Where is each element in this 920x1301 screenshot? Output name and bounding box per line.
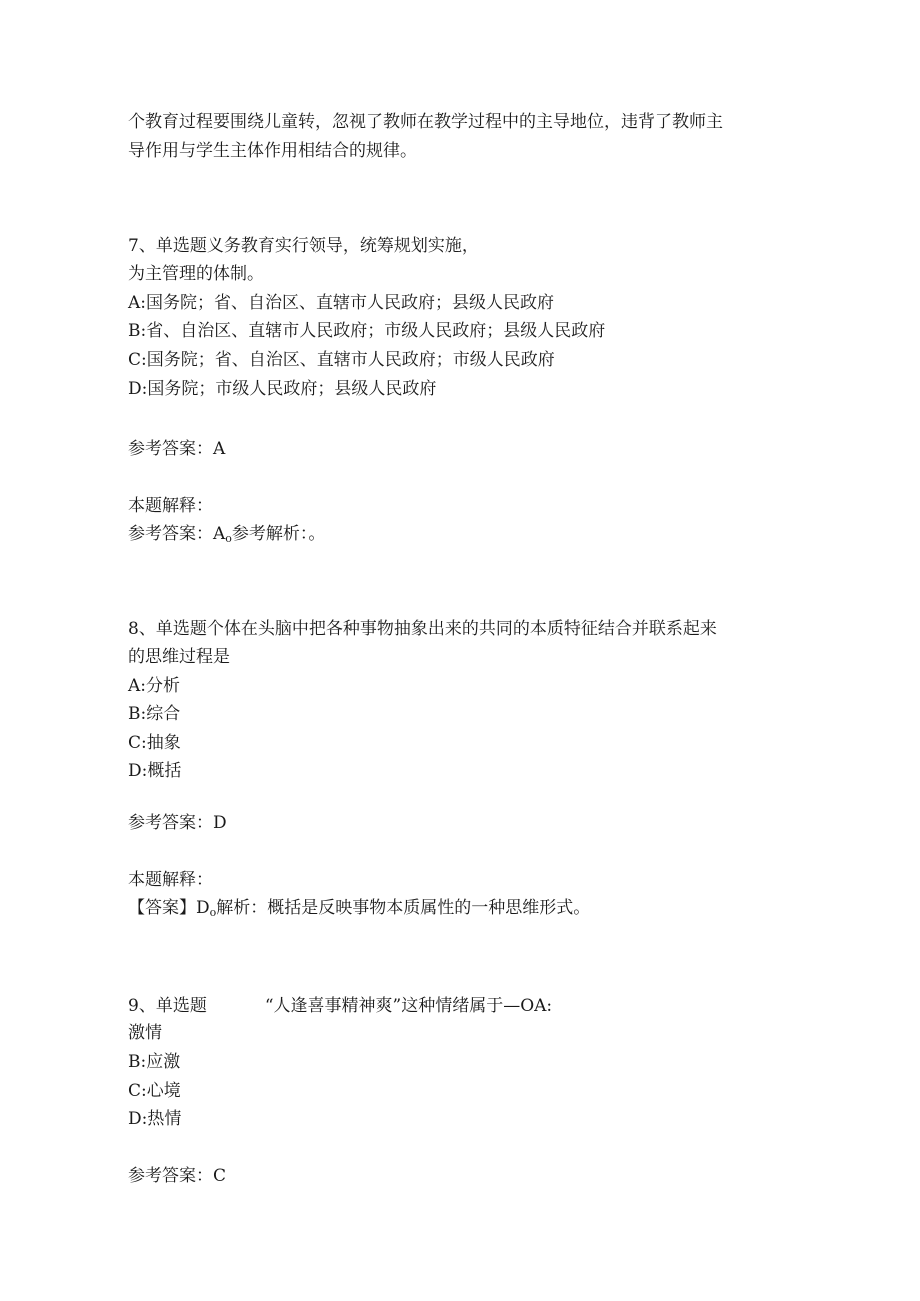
q7-explain-text — [128, 522, 325, 546]
q8-stem-line-1: 8、单选题个体在头脑中把各种事物抽象出来的共同的本质特征结合并联系起来 — [128, 619, 717, 639]
q7-option-b: B:省、自治区、直辖市人民政府；市级人民政府；县级人民政府 — [128, 321, 606, 341]
q7-explain-subscript: o — [225, 532, 232, 545]
q7-explain-rest: 参考解析：。 — [231, 524, 326, 544]
q7-option-a: A:国务院；省、自治区、直辖市人民政府；县级人民政府 — [128, 293, 555, 313]
q7-explain-prefix: 参考答案：A — [128, 524, 226, 544]
q8-explain-rest: 解析：概括是反映事物本质属性的一种思维形式。 — [216, 898, 591, 918]
q8-option-c: C:抽象 — [128, 733, 181, 753]
q9-stem-line-1 — [128, 994, 552, 1018]
q8-explain-subscript: o — [209, 906, 217, 919]
q7-answer: 参考答案：A — [128, 439, 226, 459]
prev-explanation-line-1: 个教育过程要围绕儿童转，忽视了教师在教学过程中的主导地位，违背了教师主 — [128, 112, 723, 132]
q9-option-d: D:热情 — [128, 1109, 182, 1129]
q7-stem-line-1: 7、单选题义务教育实行领导，统筹规划实施， — [128, 236, 479, 256]
q7-stem-line-2: 为主管理的体制。 — [128, 264, 264, 284]
q8-option-a: A:分析 — [128, 676, 181, 696]
q7-explain-title: 本题解释： — [128, 496, 213, 516]
q8-explain-title: 本题解释： — [128, 870, 213, 890]
q9-answer: 参考答案：C — [128, 1166, 227, 1186]
q9-option-b: B:应激 — [128, 1052, 181, 1072]
q7-option-c: C:国务院；省、自治区、直辖市人民政府；市级人民政府 — [128, 350, 555, 370]
q8-explain-text — [128, 896, 590, 920]
q8-explain-prefix: 【答案】D — [128, 898, 210, 918]
q8-option-b: B:综合 — [128, 704, 181, 724]
q8-option-d: D:概括 — [128, 761, 182, 781]
q9-stem-tail: “人逢喜事精神爽”这种情绪属于—OA: — [264, 996, 553, 1016]
q8-stem-line-2: 的思维过程是 — [128, 647, 230, 667]
q9-stem-line-2: 激情 — [128, 1023, 162, 1043]
q8-answer: 参考答案：D — [128, 813, 227, 833]
prev-explanation-line-2: 导作用与学生主体作用相结合的规律。 — [128, 141, 417, 161]
q9-stem-head: 9、单选题 — [128, 996, 207, 1016]
q7-option-d: D:国务院；市级人民政府；县级人民政府 — [128, 379, 437, 399]
q9-option-c: C:心境 — [128, 1081, 181, 1101]
